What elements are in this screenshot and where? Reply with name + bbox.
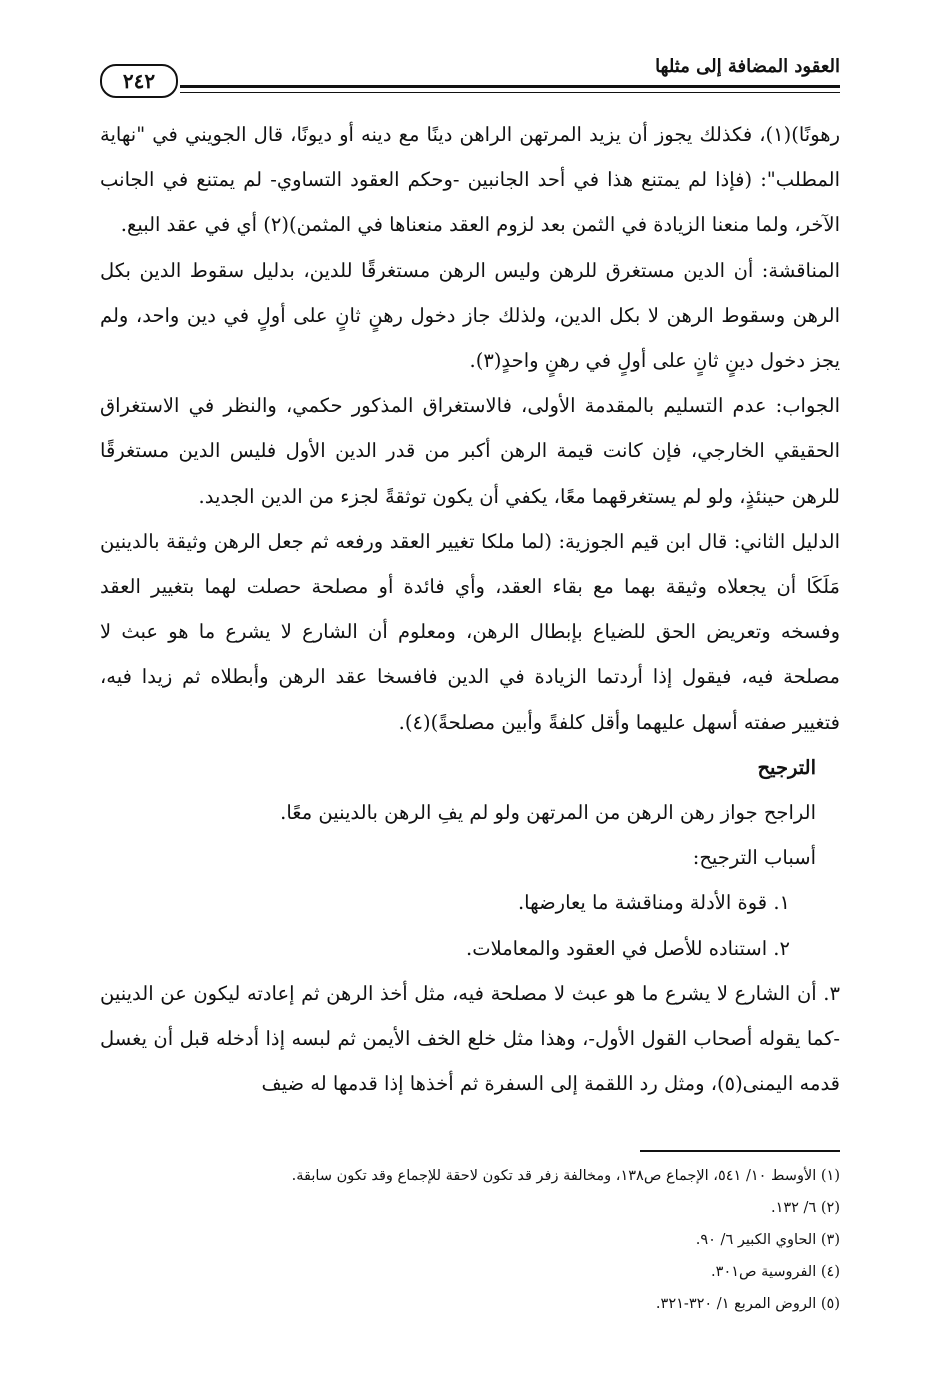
- paragraph: الراجح جواز رهن الرهن من المرتهن ولو لم يفِ الرهن بالدينين معًا.: [280, 801, 816, 825]
- footnote: (٤) الفروسية ص٣٠١.: [711, 1264, 840, 1280]
- paragraph: المناقشة: أن الدين مستغرق للرهن وليس الرهن مستغرقًا للدين، بدليل سقوط الدين بكل الرهن وسقوط الرهن لا بكل الدين، ولذلك جاز دخول رهنٍ ثانٍ على أولٍ في دين واحد، ولم يجز دخول دينٍ ثانٍ على أولٍ في رهنٍ واحدٍ(٣).: [100, 258, 840, 373]
- list-title: أسباب الترجيح:: [692, 846, 816, 870]
- footnote: (٣) الحاوي الكبير ٦/ ٩٠.: [695, 1232, 840, 1248]
- footnote: (٢) ٦/ ١٣٢.: [770, 1200, 840, 1216]
- header-rule: [180, 85, 840, 88]
- footnote: (٥) الروض المربع ١/ ٣٢٠-٣٢١.: [655, 1296, 840, 1312]
- running-title: العقود المضافة إلى مثلها: [655, 56, 840, 77]
- page-header: [100, 56, 840, 100]
- footnotes: [100, 1160, 840, 1320]
- footnote-rule: [640, 1150, 840, 1152]
- list-item: ١. قوة الأدلة ومناقشة ما يعارضها.: [517, 891, 790, 915]
- paragraph: رهونًا)(١)، فكذلك يجوز أن يزيد المرتهن الراهن دينًا مع دينه أو ديونًا، قال الجويني في "نهاية المطلب": (فإذا لم يمتنع هذا في أحد الجانبين -وحكم العقود التساوي- لم يمتنع في الجانب الآخر، ولما منعنا الزيادة في الثمن بعد لزوم العقد منعناها في المثمن)(٢) أي في عقد البيع.: [100, 123, 840, 237]
- header-rule-thin: [180, 92, 840, 93]
- page-number: ٢٤٢: [100, 64, 178, 98]
- list-item: ٣. أن الشارع لا يشرع ما هو عبث لا مصلحة فيه، مثل أخذ الرهن ثم إعادته ليكون عن الدينين -كما يقوله أصحاب القول الأول-، وهذا مثل خلع الخف الأيمن ثم لبسه إذا أدخله قبل أن يغسل قدمه اليمنى(٥)، ومثل رد اللقمة إلى السفرة ثم أخذها إذا قدمها له ضيف: [100, 981, 840, 1096]
- paragraph: الجواب: عدم التسليم بالمقدمة الأولى، فالاستغراق المذكور حكمي، والنظر في الاستغراق الحقيقي الخارجي، فإن كانت قيمة الرهن أكبر من قدر الدين الأول فليس الدين مستغرقًا للرهن حينئذٍ، ولو لم يستغرقهما معًا، يكفي أن يكون توثقةً لجزء من الدين الجديد.: [100, 394, 840, 508]
- section-heading: الترجيح: [757, 755, 816, 779]
- paragraph: الدليل الثاني: قال ابن قيم الجوزية: (لما ملكا تغيير العقد ورفعه ثم جعل الرهن وثيقة بالدينين مَلَكَا أن يجعلاه وثيقة بهما مع بقاء العقد، وأي فائدة أو مصلحة حصلت لهما بتغيير العقد وفسخه وتعريض الحق للضياع بإبطال الرهن، ومعلوم أن الشارع لا يشرع ما هو عبث لا مصلحة فيه، فيقول إذا أردتما الزيادة في الدين فافسخا عقد الرهن وأبطلاه ثم زيدا فيه، فتغيير صفته أسهل عليهما وأقل كلفةً وأبين مصلحةً)(٤).: [100, 529, 840, 734]
- main-text: [100, 112, 840, 1106]
- list-item: ٢. استناده للأصل في العقود والمعاملات.: [466, 936, 790, 960]
- footnote: (١) الأوسط ١٠/ ٥٤١، الإجماع ص١٣٨، ومخالفة زفر قد تكون لاحقة للإجماع وقد تكون سابقة.: [291, 1168, 840, 1184]
